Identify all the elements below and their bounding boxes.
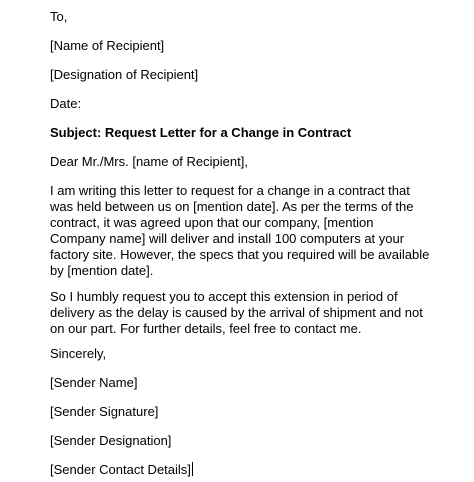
- body-line: was held between us on [mention date]. As per the terms of the: [50, 199, 414, 214]
- body-line: by [mention date].: [50, 263, 154, 278]
- body-paragraph-1: [50, 183, 465, 279]
- body-line: Company name] will deliver and install 100 computers at your: [50, 231, 405, 246]
- body-line: delivery as the delay is caused by the arrival of shipment and not: [50, 305, 423, 320]
- sender-name: [Sender Name]: [50, 375, 138, 390]
- subject-line: Subject: Request Letter for a Change in Contract: [50, 125, 352, 140]
- to-line: To,: [50, 9, 68, 24]
- body-line: So I humbly request you to accept this extension in period of: [50, 289, 398, 304]
- recipient-designation: [Designation of Recipient]: [50, 67, 199, 82]
- body-line: I am writing this letter to request for a change in a contract that: [50, 183, 410, 198]
- sender-signature: [Sender Signature]: [50, 404, 159, 419]
- sender-contact: [Sender Contact Details]: [50, 462, 191, 477]
- recipient-name: [Name of Recipient]: [50, 38, 165, 53]
- text-cursor: [192, 462, 193, 476]
- body-line: factory site. However, the specs that you required will be available: [50, 247, 430, 262]
- body-paragraph-2: [50, 289, 465, 337]
- body-line: on our part. For further details, feel free to contact me.: [50, 321, 362, 336]
- sender-contact-line: [50, 462, 193, 478]
- body-line: contract, it was agreed upon that our company, [mention: [50, 215, 374, 230]
- date-line: Date:: [50, 96, 82, 111]
- closing: Sincerely,: [50, 346, 107, 361]
- sender-designation: [Sender Designation]: [50, 433, 172, 448]
- salutation: Dear Mr./Mrs. [name of Recipient],: [50, 154, 248, 169]
